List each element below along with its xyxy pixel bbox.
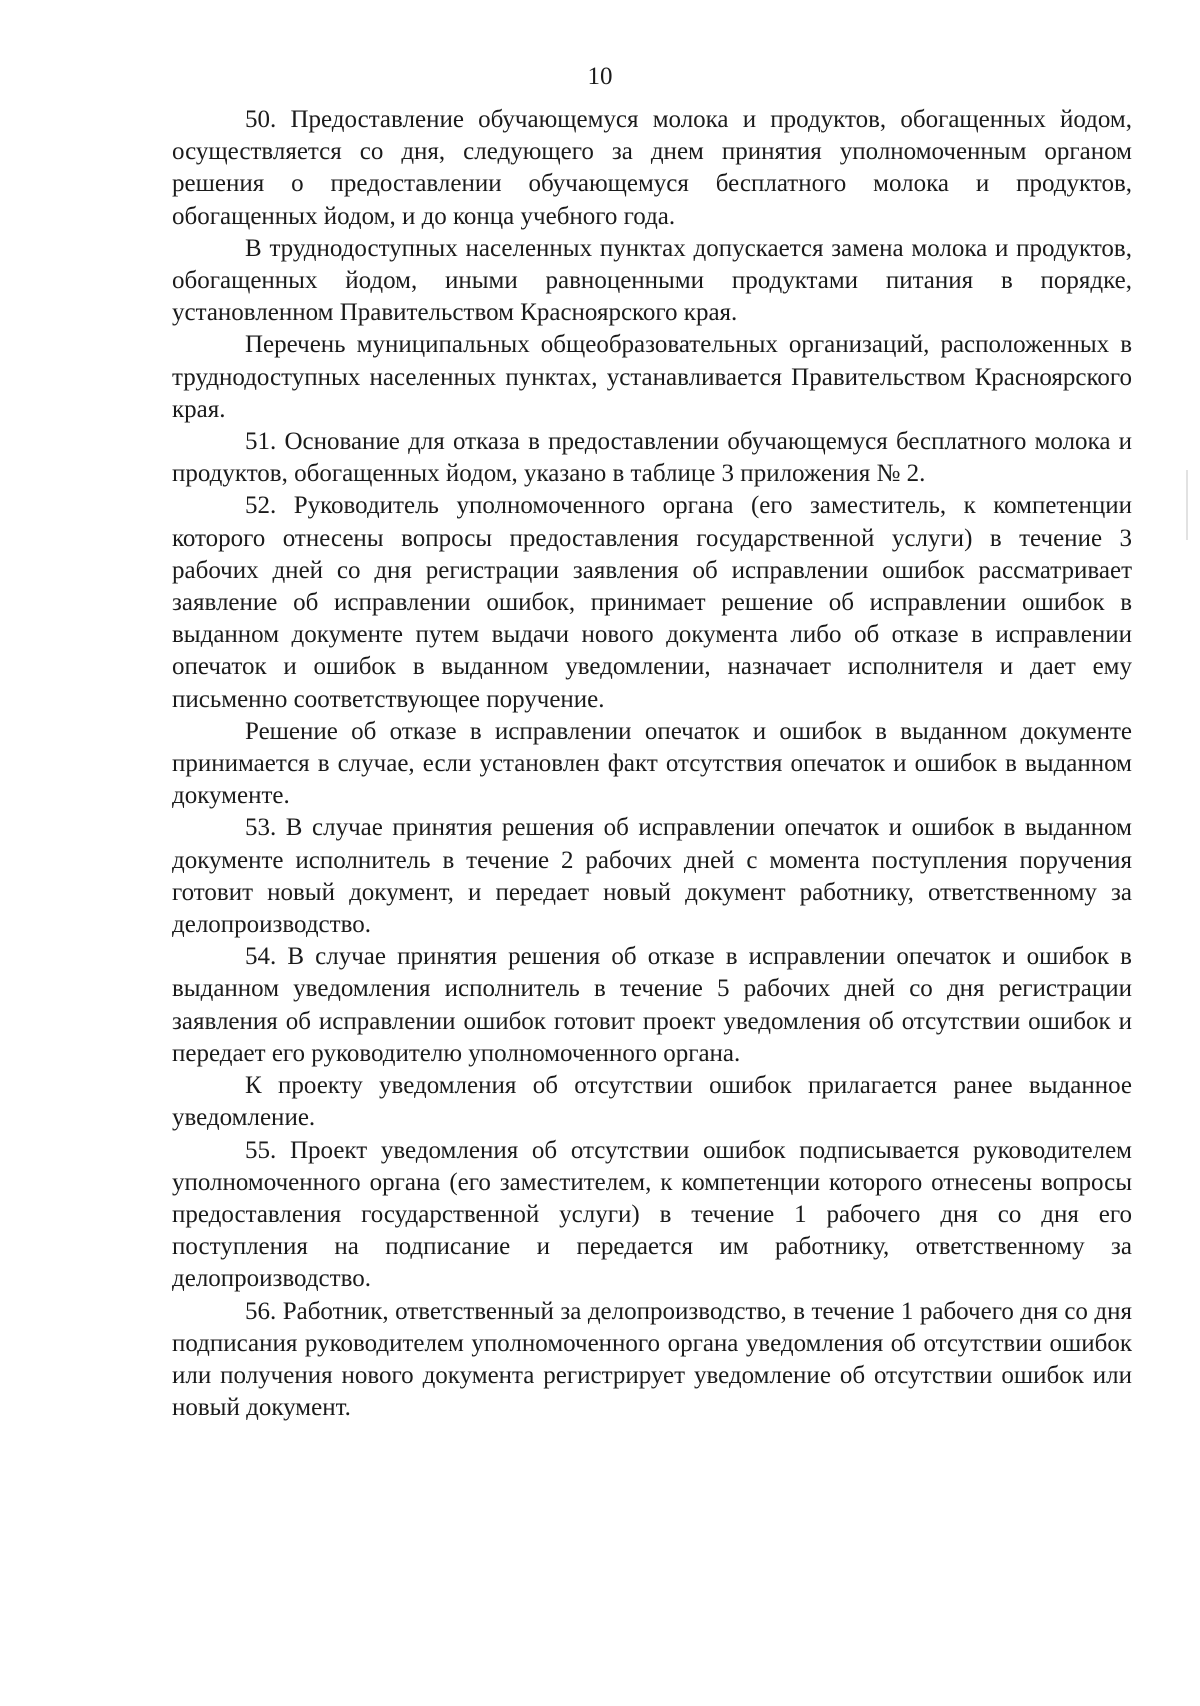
paragraph-50-remote-areas: В труднодоступных населенных пунктах допускается замена молока и продуктов, обогащенных йодом, иными равноценными продуктами питания в порядке, установленном Правительством Красноярского края. xyxy=(172,234,1132,327)
paragraph-52-refusal: Решение об отказе в исправлении опечаток и ошибок в выданном документе принимается в случае, если установлен факт отсутствия опечаток и ошибок в выданном документе. xyxy=(172,717,1132,810)
paragraph-50: 50. Предоставление обучающемуся молока и продуктов, обогащенных йодом, осуществляется со дня, следующего за днем принятия уполномоченным органом решения о предоставлении обучающемуся бесплатного молока и продуктов, обогащенных йодом, и до конца учебного года. xyxy=(172,106,1132,230)
paragraph-50-organization-list: Перечень муниципальных общеобразовательных организаций, расположенных в труднодоступных населенных пунктах, устанавливается Правительством Красноярского края. xyxy=(172,331,1132,423)
paragraph-56: 56. Работник, ответственный за делопроизводство, в течение 1 рабочего дня со дня подписания руководителем уполномоченного органа уведомления об отсутствии ошибок или получения нового документа регистрирует уведомление об отсутствии ошибок или новый документ. xyxy=(172,1297,1132,1422)
paragraph-52: 52. Руководитель уполномоченного органа (его заместитель, к компетенции которого отнесены вопросы предоставления государственной услуги) в течение 3 рабочих дней со дня регистрации заявления об исправлении ошибок рассматривает заявление об исправлении ошибок, принимает решение об исправлении ошибок в выданном документе путем выдачи нового документа либо об отказе в исправлении опечаток и ошибок в выданном уведомлении, назначает исполнителя и дает ему письменно соответствующее поручение. xyxy=(172,492,1132,713)
paragraph-53: 53. В случае принятия решения об исправлении опечаток и ошибок в выданном документе исполнитель в течение 2 рабочих дней с момента поступления поручения готовит новый документ, и передает новый документ работнику, ответственному за делопроизводство. xyxy=(172,814,1132,939)
paragraph-54-attachment: К проекту уведомления об отсутствии ошибок прилагается ранее выданное уведомление. xyxy=(172,1072,1132,1132)
paragraph-55: 55. Проект уведомления об отсутствии ошибок подписывается руководителем уполномоченного органа (его заместителем, к компетенции которого отнесены вопросы предоставления государственной услуги) в течение 1 рабочего дня со дня его поступления на подписание и передается им работнику, ответственному за делопроизводство. xyxy=(172,1136,1132,1293)
scan-edge-mark xyxy=(1186,470,1188,540)
paragraph-54: 54. В случае принятия решения об отказе в исправлении опечаток и ошибок в выданном уведомления исполнитель в течение 5 рабочих дней со дня регистрации заявления об исправлении ошибок готовит проект уведомления об отсутствии ошибок и передает его руководителю уполномоченного органа. xyxy=(172,943,1132,1067)
document-body xyxy=(172,104,1132,1424)
page-number: 10 xyxy=(587,63,613,90)
paragraph-51: 51. Основание для отказа в предоставлении обучающемуся бесплатного молока и продуктов, обогащенных йодом, указано в таблице 3 приложения № 2. xyxy=(172,428,1132,488)
